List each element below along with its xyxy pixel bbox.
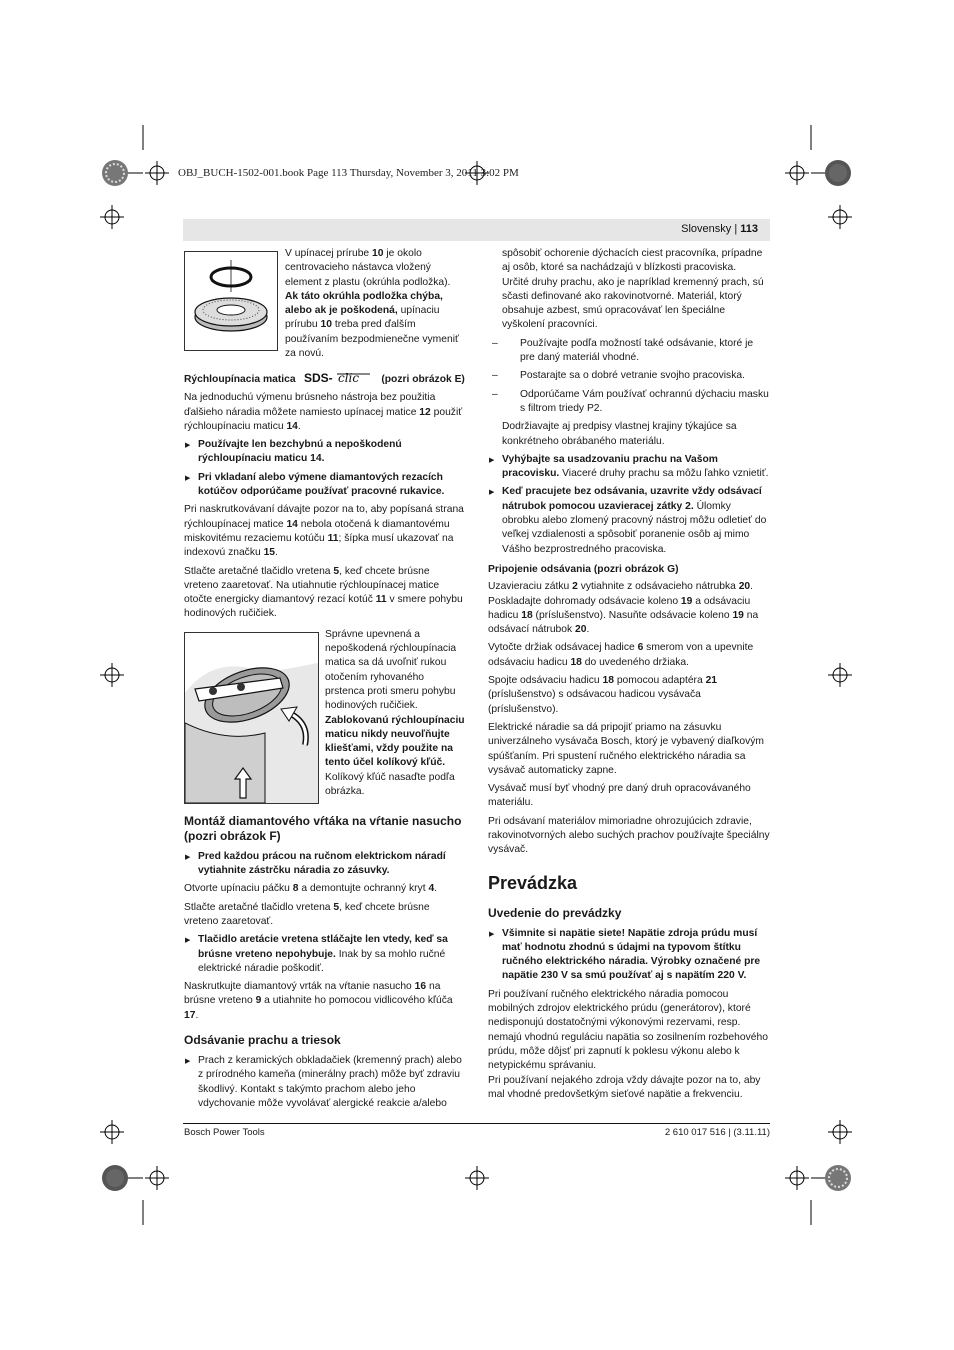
text: . [434,883,438,895]
ref-number: 8 [292,883,299,895]
dash-item [488,337,770,366]
text: Naskrutkujte diamantový vrták na vŕtanie nasucho [184,981,415,993]
text: do uvedeného držiaka. [581,656,689,668]
paragraph: Pri používaní ručného elektrického náradia pomocou mobilných zdrojov elektrického prúdu (generátorov), ktoré nedisponujú dostatočnými výkonovými rezervami, resp. nemajú vhodnú reguláciu napätia so zosilnením rozbehového prúdu, môže dôjsť pri zapnutí k poklesu výkonu alebo k netypickému správaniu. [488,988,768,1072]
flange-text [285,247,466,361]
ref-number: 4 [428,883,435,895]
text: Uzavieraciu zátku [488,581,573,593]
paragraph [184,901,466,930]
header-separator: | [734,223,738,235]
text: Na jednoduchú výmenu brúsneho nástroja bez použitia ďalšieho náradia môžete namiesto upínacej matice [184,392,436,418]
ref-number: 14 [286,420,298,432]
warning-bullet [488,485,770,556]
bullet-bold: Vyhýbajte sa usadzovaniu prachu na Vašom pracovisku. [502,453,718,480]
page-number: 113 [740,223,758,235]
paragraph: Elektrické náradie sa dá pripojiť priamo na zásuvku univerzálneho vysávača Bosch, ktorý je vybavený diaľkovým spúšťaním. Pri spustení ručného elektrického náradia sa vysávač automaticky zapne. [488,721,764,776]
dash-item [488,388,770,417]
warning-bullet [184,933,466,976]
text: . [275,547,278,559]
flange-warning: Ak táto okrúhla podložka chýba, alebo ak je poškodená, [285,290,443,317]
bullet-bold: Keď pracujete bez odsávania, uzavrite vždy odsávací nátrubok pomocou uzavieracej zátky 2. [502,486,762,512]
dash-text: Odporúčame Vám používať ochrannú dýchaciu masku s filtrom triedy P2. [520,388,769,414]
figure-wrench-block [184,628,466,804]
flange-text-part: V upínacej prírube [285,248,373,259]
text: . [195,1009,199,1021]
paragraph [488,580,770,637]
warning-bullet [184,471,466,500]
svg-text:clic: clic [338,371,360,384]
text: Kolíkový kľúč nasaďte podľa obrázka. [325,771,455,798]
flange-figure [184,251,278,351]
footer-rule [183,1123,770,1124]
text: . [586,624,590,636]
heading-part: (pozri obrázok E) [381,374,465,385]
text: a demontujte ochranný kryt [298,883,429,895]
wrench-warning: Zablokovanú rýchloupínaciu maticu nikdy neuvoľňujte kliešťami, vždy použite na tento účel kolíkový kľúč. [325,714,465,769]
paragraph: Dodržiavajte aj predpisy vlastnej krajiny týkajúce sa konkrétneho obrábaného materiálu. [502,421,737,447]
text: a utiahnite ho pomocou vidlicového kľúča [261,995,453,1007]
heading-part: Rýchloupínacia matica [184,374,296,385]
ref-number: 19 [732,609,744,621]
text: Spojte odsávaciu hadicu [488,675,603,687]
warning-bullet [184,1054,466,1111]
footer-brand: Bosch Power Tools [184,1127,265,1138]
text: Správne upevnená a nepoškodená rýchloupínacia matica sa dá uvoľniť rukou otočením ryhovaného prstenca proti smeru pohybu hodinových ručičiek. [325,628,457,712]
bullet-text: Pred každou prácou na ručnom elektrickom náradí vytiahnite zástrčku náradia zo zásuvky. [198,850,446,877]
bullet-text: Používajte len bezchybnú a nepoškodenú rýchloupínaciu maticu 14. [198,439,402,465]
text: ; šípka musí ukazovať na indexovú značku [184,532,454,559]
text: a odsávaciu hadicu [488,595,751,621]
text: , keď chcete brúsne vreteno zaaretovať. Na utiahnutie rýchloupínacej matice otočte energicky diamantový rezací kotúč [184,565,440,606]
section-heading-montaz: Montáž diamantového vŕtáka na vŕtanie nasucho (pozri obrázok F) [184,813,462,843]
paragraph: spôsobiť ochorenie dýchacích ciest pracovníka, prípadne aj osôb, ktoré sa nachádzajú v blízkosti pracoviska. [502,248,763,274]
text: na brúsne vreteno [184,981,441,1007]
page-header [183,219,770,241]
section-heading-prevadzka: Prevádzka [488,872,578,893]
paragraph [184,980,466,1023]
paragraph [184,391,466,434]
text: . Poskladajte dohromady odsávacie koleno [488,581,754,607]
sds-clic-heading [184,371,466,387]
svg-text:SDS-: SDS- [304,371,334,384]
bullet-text: Inak by sa mohlo ručné elektrické náradie poškodiť. [198,948,446,974]
text: použiť rýchloupínaciu maticu [184,406,463,432]
text: Vytočte držiak odsávacej hadice [488,642,638,654]
footer-docnumber: 2 610 017 516 | (3.11.11) [664,1127,770,1138]
ref-number: 9 [255,995,262,1007]
ref-number: 19 [680,595,693,607]
text: nebola otočená k diamantovému miskovitému rezaciemu kotúču [184,518,450,544]
right-column [488,247,770,1106]
bullet-text: Prach z keramických obkladačiek (kremenný prach) alebo z prírodného kameňa (minerálny prach) môže byť zdraviu škodlivý. Kontakt s takýmto prachom alebo jeho vdychovanie môže vyvolávať alergické reakcie a/alebo [198,1055,462,1109]
paragraph [184,565,466,622]
text: v smere pohybu hodinových ručičiek. [184,594,463,620]
section-heading-odsavanie: Odsávanie prachu a triesok [184,1033,341,1048]
ref-number: 6 [637,642,644,654]
text: Stlačte aretačné tlačidlo vretena [184,901,334,913]
figure-flange-block [184,247,466,365]
ref-number: 2 [572,581,578,593]
ref-number: 10 [320,319,332,331]
bullet-text: Úlomky obrobku alebo zlomený pracovný nástroj môžu odletieť do veľkej vzdialenosti a spôsobiť poranenie osôb aj mimo Vášho bezprostredného pracoviska. [502,500,767,555]
ref-number: 5 [333,565,340,577]
warning-bullet [184,438,466,467]
wrench-figure [184,632,319,804]
flange-text-part: upínaciu prírubu [285,305,440,331]
paragraph: Vysávač musí byť vhodný pre daný druh opracovávaného materiálu. [488,783,751,809]
ref-number: 20 [575,624,587,636]
ref-number: 18 [521,609,533,621]
dash-text: Používajte podľa možností také odsávanie, ktoré je pre daný materiál vhodné. [520,337,754,364]
text: Otvorte upínaciu páčku [184,883,293,895]
header-text [681,223,758,235]
wrench-text [325,628,466,800]
paragraph: Určité druhy prachu, ako je napríklad kremenný prach, sú sčasti definované ako rakovinotvorné. Materiál, ktorý obsahuje azbest, smú opracovávať len špeciálne vyškolení pracovníci. [502,276,764,331]
header-language: Slovensky [681,223,732,235]
bullet-text: Pri vkladaní alebo výmene diamantových rezacích kotúčov odporúčame používať pracovné rukavice. [198,471,445,498]
text: (príslušenstvo). Nasuňte odsávacie koleno [532,609,733,621]
text: , keď chcete brúsne vreteno zaaretovať. [184,901,430,927]
print-info-line: OBJ_BUCH-1502-001.book Page 113 Thursday, November 3, 2011 3:02 PM [178,167,519,179]
flange-text-part: je okolo centrovacieho nástavca vložený element z plastu (okrúhla podložka). [285,248,451,288]
warning-bullet [184,850,466,879]
warning-bullet [488,453,770,482]
ref-number: 10 [372,248,384,259]
text: Pri naskrutkovávaní dávajte pozor na to, aby popísaná strana rýchloupínacej matice [184,504,464,530]
bullet-text: Všimnite si napätie siete! Napätie zdroja prúdu musí mať hodnotu zhodnú s údajmi na typovom štítku ručného elektrického náradia. Výrobky označené pre napätie 230 V sa smú používať aj s napätím 220 V. [502,927,761,982]
ref-number: 17 [184,1009,196,1021]
text: pomocou adaptéra [613,675,706,687]
paragraph: Pri používaní nejakého zdroja vždy dávajte pozor na to, aby mal vhodné predovšetkým sieťové napätie a frekvenciu. [488,1074,761,1100]
subheading-uvedenie: Uvedenie do prevádzky [488,905,622,920]
subheading-pripojenie: Pripojenie odsávania (pozri obrázok G) [488,563,679,575]
paragraph [184,503,466,560]
text: vytiahnite z odsávacieho nátrubka [577,581,739,593]
ref-number: 16 [414,981,427,993]
ref-number: 5 [333,901,340,913]
ref-number: 18 [602,675,614,687]
bullet-text: Viaceré druhy prachu sa môžu ľahko vznietiť. [559,468,769,480]
ref-number: 21 [705,675,718,687]
left-column [184,247,466,1115]
paragraph [488,641,770,670]
ref-number: 12 [419,406,431,418]
paragraph: Pri odsávaní materiálov mimoriadne ohrozujúcich zdravie, rakovinotvorných alebo suchých prachov používajte špeciálny vysávač. [488,815,770,856]
paragraph [184,882,466,896]
ref-number: 11 [327,532,339,544]
text: na odsávací nátrubok [488,609,759,636]
ref-number: 18 [570,656,582,668]
text: smerom von a upevnite odsávaciu hadicu [488,642,754,668]
text: (príslušenstvo) s odsávacou hadicou vysávača (príslušenstvo). [488,689,701,715]
paragraph [488,674,770,717]
sds-clic-logo [304,371,376,384]
dash-item [488,369,770,383]
dash-text: Postarajte sa o dobré vetranie svojho pracoviska. [520,370,745,382]
grinder-illustration [185,633,318,803]
ref-number: 15 [263,547,276,559]
flange-ring-illustration [185,252,277,350]
warning-bullet [488,927,770,984]
ref-number: 20 [738,581,751,593]
flange-text-part: treba pred ďalším používaním bezpodmienečne vymeniť za novú. [285,319,459,360]
ref-number: 14 [286,518,298,530]
text: Stlačte aretačné tlačidlo vretena [184,565,334,577]
bullet-bold: Tlačidlo aretácie vretena stláčajte len vtedy, keď sa brúsne vreteno nepohybuje. [198,934,448,960]
text: . [297,420,301,432]
ref-number: 11 [375,594,387,606]
